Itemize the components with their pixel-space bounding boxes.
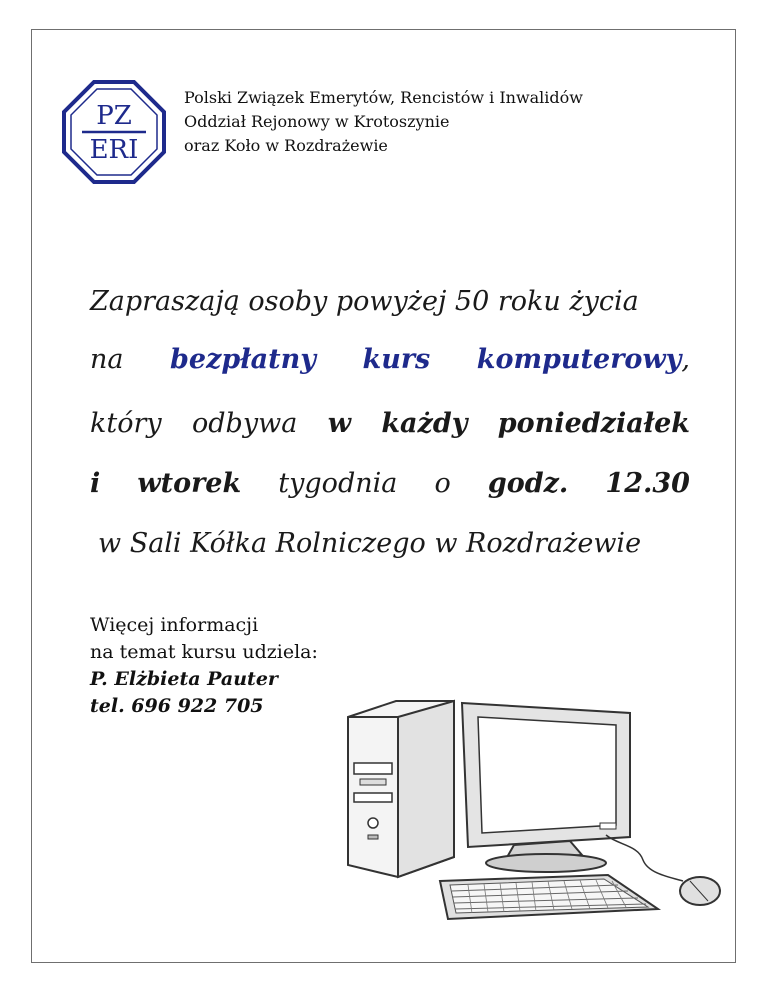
tower-icon bbox=[348, 701, 454, 877]
contact-info bbox=[90, 612, 318, 720]
pzeri-logo bbox=[60, 78, 168, 186]
word-na: na bbox=[90, 344, 124, 375]
word-which: który bbox=[90, 408, 162, 439]
comma: , bbox=[681, 344, 690, 375]
invitation-line-4 bbox=[90, 468, 690, 499]
word-tuesday: wtorek bbox=[137, 468, 242, 499]
mouse-icon bbox=[680, 877, 720, 905]
monitor-icon bbox=[462, 703, 630, 872]
invitation-line-1: Zapraszają osoby powyżej 50 roku życia bbox=[90, 286, 639, 317]
org-line-2: Oddział Rejonowy w Krotoszynie bbox=[184, 112, 450, 131]
word-week: tygodnia bbox=[278, 468, 398, 499]
word-course: kurs bbox=[362, 344, 431, 375]
organization-header bbox=[184, 86, 583, 158]
contact-line-1: Więcej informacji bbox=[90, 614, 259, 636]
word-takes-place: odbywa bbox=[192, 408, 298, 439]
logo-line1: PZ bbox=[96, 101, 132, 131]
computer-icon bbox=[338, 695, 728, 935]
time-value: 12.30 bbox=[605, 468, 690, 499]
contact-phone: tel. 696 922 705 bbox=[90, 695, 264, 717]
contact-name: P. Elżbieta Pauter bbox=[90, 668, 278, 690]
word-free: bezpłatny bbox=[170, 344, 316, 375]
contact-line-2: na temat kursu udziela: bbox=[90, 641, 318, 663]
org-line-3: oraz Koło w Rozdrażewie bbox=[184, 136, 388, 155]
invitation-line-3 bbox=[90, 408, 690, 439]
logo-line2: ERI bbox=[89, 135, 139, 165]
word-and: i bbox=[90, 468, 101, 499]
keyboard-icon bbox=[440, 875, 658, 919]
org-line-1: Polski Związek Emerytów, Rencistów i Inwalidów bbox=[184, 88, 583, 107]
word-hour: godz. bbox=[487, 468, 569, 499]
word-at: o bbox=[434, 468, 451, 499]
word-every: każdy bbox=[381, 408, 468, 439]
word-computer-group bbox=[477, 344, 690, 375]
word-monday: poniedziałek bbox=[497, 408, 690, 439]
word-in: w bbox=[327, 408, 351, 439]
invitation-line-2 bbox=[90, 344, 690, 375]
word-computer: komputerowy bbox=[476, 344, 682, 375]
invitation-line-5: w Sali Kółka Rolniczego w Rozdrażewie bbox=[98, 528, 642, 559]
